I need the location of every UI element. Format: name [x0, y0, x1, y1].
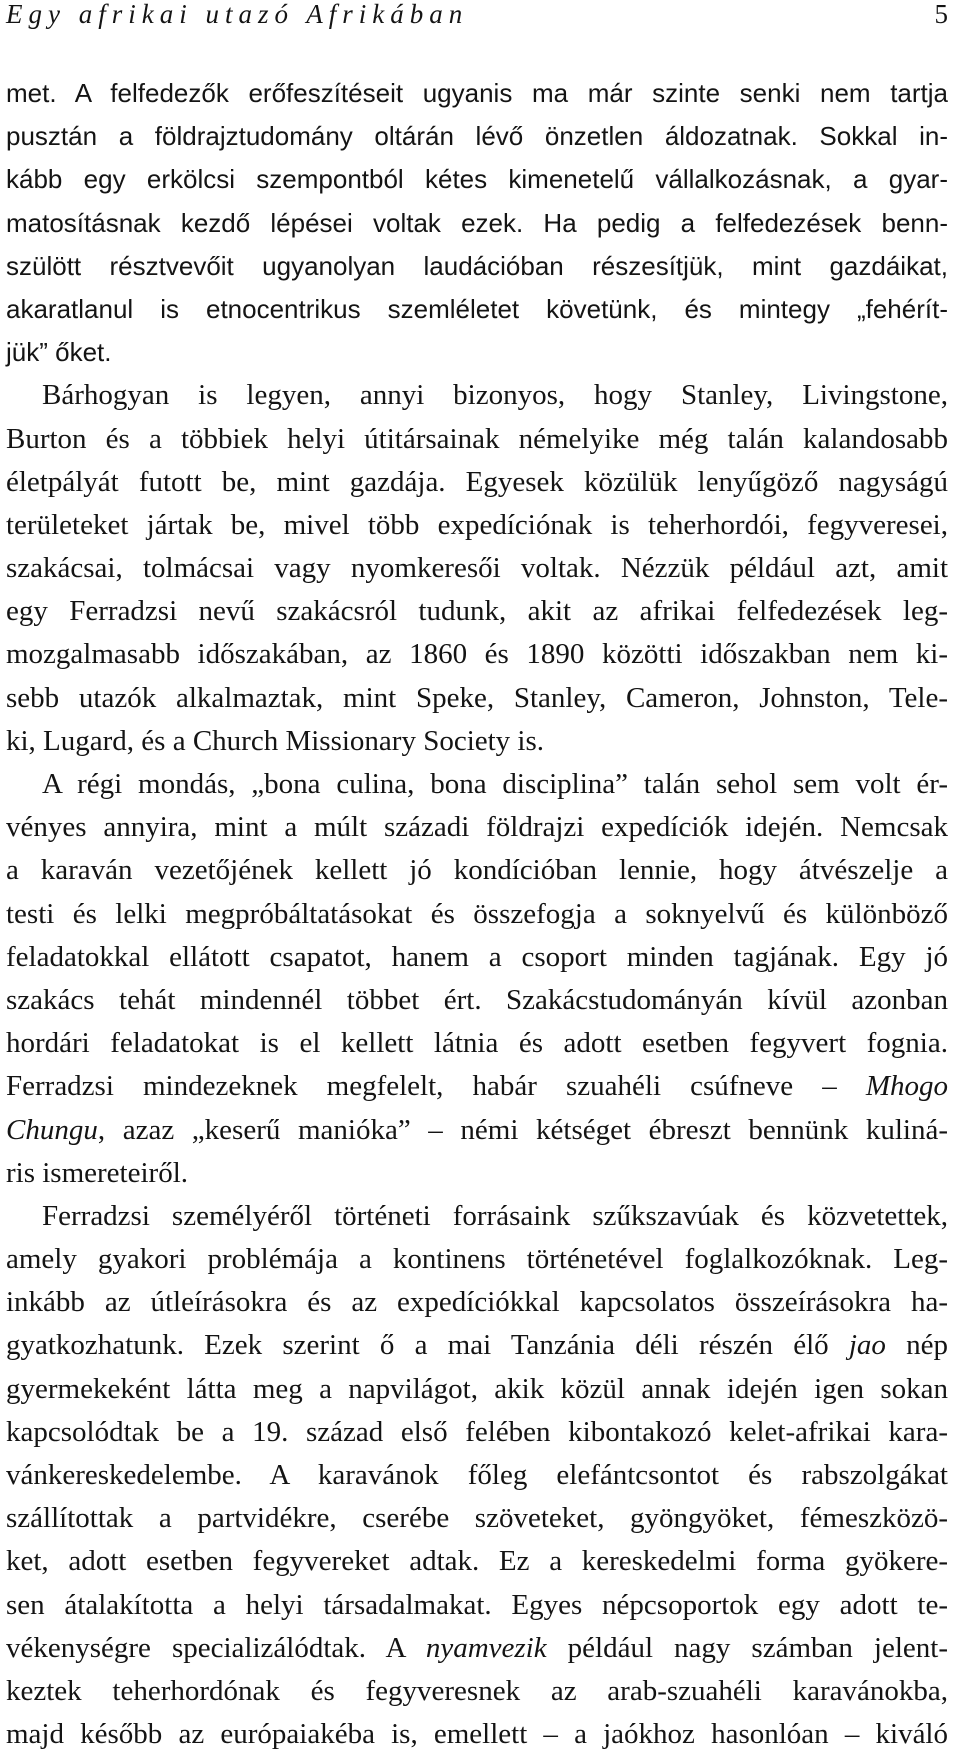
text-line: [6, 1713, 948, 1756]
text-line: [6, 374, 948, 417]
text-line: [6, 115, 948, 158]
text-run: mozgalmasabb időszakában, az 1860 és 1890 közötti időszakban nem ki-: [6, 638, 948, 671]
text-run: Ferradzsi személyéről történeti forrásaink szűkszavúak és közvetettek,: [42, 1199, 948, 1232]
italic-term: nyamvezik: [425, 1631, 547, 1664]
text-line: [6, 1324, 948, 1367]
text-line: [6, 1195, 948, 1238]
text-run: szülött résztvevőit ugyanolyan laudációban részesítjük, mint gazdáikat,: [6, 250, 948, 281]
running-title: Egy afrikai utazó Afrikában: [6, 0, 469, 29]
text-line: [6, 1368, 948, 1411]
text-run: testi és lelki megpróbáltatásokat és összefogja a soknyelvű és különböző: [6, 897, 948, 930]
text-run: területeket jártak be, mivel több expedíciónak is teherhordói, fegyveresei,: [6, 508, 948, 541]
text-line: [6, 1281, 948, 1324]
text-line: [6, 590, 948, 633]
text-line: [6, 1497, 948, 1540]
text-run: matosításnak kezdő lépései voltak ezek. Ha pedig a felfedezések benn-: [6, 207, 948, 238]
text-run: szakácsai, tolmácsai vagy nyomkeresői voltak. Nézzük például azt, amit: [6, 552, 948, 585]
text-line: [6, 418, 948, 461]
text-run: amely gyakori problémája a kontinens történetével foglalkozóknak. Leg-: [6, 1243, 948, 1276]
text-line: [6, 331, 948, 374]
text-line: [6, 1540, 948, 1583]
text-run: életpályát futott be, mint gazdája. Egyesek közülük lenyűgöző nagyságú: [6, 465, 948, 498]
text-line: [6, 1238, 948, 1281]
text-run: inkább az útleírásokra és az expedíciókkal kapcsolatos összeírásokra ha-: [6, 1286, 948, 1319]
text-run: ki, Lugard, és a Church Missionary Society is.: [6, 724, 545, 757]
text-run: egy Ferradzsi nevű szakácsról tudunk, akit az afrikai felfedezések leg-: [6, 595, 948, 628]
text-line: [6, 633, 948, 676]
text-run: kapcsolódtak be a 19. század első felében kibontakozó kelet-afrikai kara-: [6, 1415, 948, 1448]
text-run: pusztán a földrajztudomány oltárán lévő önzetlen áldozatnak. Sokkal in-: [6, 121, 948, 152]
text-run: Burton és a többiek helyi útitársainak némelyike még talán kalandosabb: [6, 422, 948, 455]
italic-term: Chungu: [6, 1113, 98, 1146]
text-run: kább egy erkölcsi szempontból kétes kimenetelű vállalkozásnak, a gyar-: [6, 164, 948, 195]
text-line: [6, 936, 948, 979]
text-run: hordári feladatokat is el kellett látnia és adott esetben fegyvert fognia.: [6, 1027, 948, 1060]
text-run: akaratlanul is etnocentrikus szemléletet követünk, és mintegy „fehérít-: [6, 293, 948, 324]
text-run: A régi mondás, „bona culina, bona disciplina” talán sehol sem volt ér-: [42, 768, 948, 800]
text-line: [6, 849, 948, 892]
text-line: [6, 504, 948, 547]
text-run: vánkereskedelembe. A karavánok főleg elefántcsontot és rabszolgákat: [6, 1459, 948, 1491]
page-number: 5: [934, 0, 948, 29]
text-run: majd később az európaiakéba is, emellett – a jaókhoz hasonlóan – kiváló: [6, 1718, 948, 1751]
text-run: , azaz „keserű manióka” – némi kétséget ébreszt bennünk kuliná-: [97, 1113, 948, 1146]
body-text: [6, 72, 948, 1756]
text-line: [6, 1411, 948, 1454]
text-run: ket, adott esetben fegyvereket adtak. Ez a kereskedelmi forma gyökere-: [6, 1545, 948, 1578]
text-line: [6, 461, 948, 504]
text-run: például nagy számban jelent-: [546, 1631, 948, 1664]
text-line: [6, 677, 948, 720]
italic-term: Mhogo: [865, 1070, 948, 1103]
running-header: [6, 0, 948, 30]
text-line: [6, 72, 948, 115]
text-line: [6, 1065, 948, 1108]
text-run: Bárhogyan is legyen, annyi bizonyos, hogy Stanley, Livingstone,: [42, 379, 948, 412]
text-run: ris ismereteiről.: [6, 1156, 189, 1189]
text-run: keztek teherhordónak és fegyveresnek az arab-szuahéli karavánokba,: [6, 1674, 948, 1707]
text-run: szállítottak a partvidékre, cserébe szöveteket, gyöngyöket, fémeszközö-: [6, 1502, 948, 1535]
text-line: [6, 1584, 948, 1627]
text-run: jük” őket.: [6, 337, 112, 368]
text-line: [6, 202, 948, 245]
text-run: sen átalakította a helyi társadalmakat. Egyes népcsoportok egy adott te-: [6, 1588, 948, 1621]
text-run: szakács tehát mindennél többet ért. Szakácstudományán kívül azonban: [6, 983, 948, 1016]
text-line: [6, 158, 948, 201]
text-run: met. A felfedezők erőfeszítéseit ugyanis ma már szinte senki nem tartja: [6, 78, 948, 108]
text-line: [6, 1670, 948, 1713]
text-run: feladatokkal ellátott csapatot, hanem a csoport minden tagjának. Egy jó: [6, 940, 948, 973]
text-line: [6, 288, 948, 331]
text-run: Ferradzsi mindezeknek megfelelt, habár szuahéli csúfneve –: [6, 1070, 866, 1103]
text-run: vékenységre specializálódtak. A: [6, 1631, 426, 1664]
text-line: [6, 893, 948, 936]
text-line: [6, 1109, 948, 1152]
text-run: nép: [885, 1329, 949, 1362]
text-line: [6, 979, 948, 1022]
text-line: [6, 806, 948, 849]
italic-term: jao: [848, 1329, 886, 1362]
text-run: sebb utazók alkalmaztak, mint Speke, Stanley, Cameron, Johnston, Tele-: [6, 681, 948, 714]
text-run: gyatkozhatunk. Ezek szerint ő a mai Tanzánia déli részén élő: [6, 1329, 849, 1362]
text-line: [6, 1454, 948, 1497]
text-line: [6, 547, 948, 590]
text-run: vényes annyira, mint a múlt századi földrajzi expedíciók idején. Nemcsak: [6, 811, 948, 844]
text-line: [6, 1627, 948, 1670]
text-run: a karaván vezetőjének kellett jó kondícióban lennie, hogy átvészelje a: [6, 854, 948, 887]
text-line: [6, 1022, 948, 1065]
text-line: [6, 763, 948, 806]
text-line: [6, 245, 948, 288]
text-run: gyermekeként látta meg a napvilágot, akik közül annak idején igen sokan: [6, 1372, 948, 1405]
text-line: [6, 1152, 948, 1195]
text-line: [6, 720, 948, 763]
